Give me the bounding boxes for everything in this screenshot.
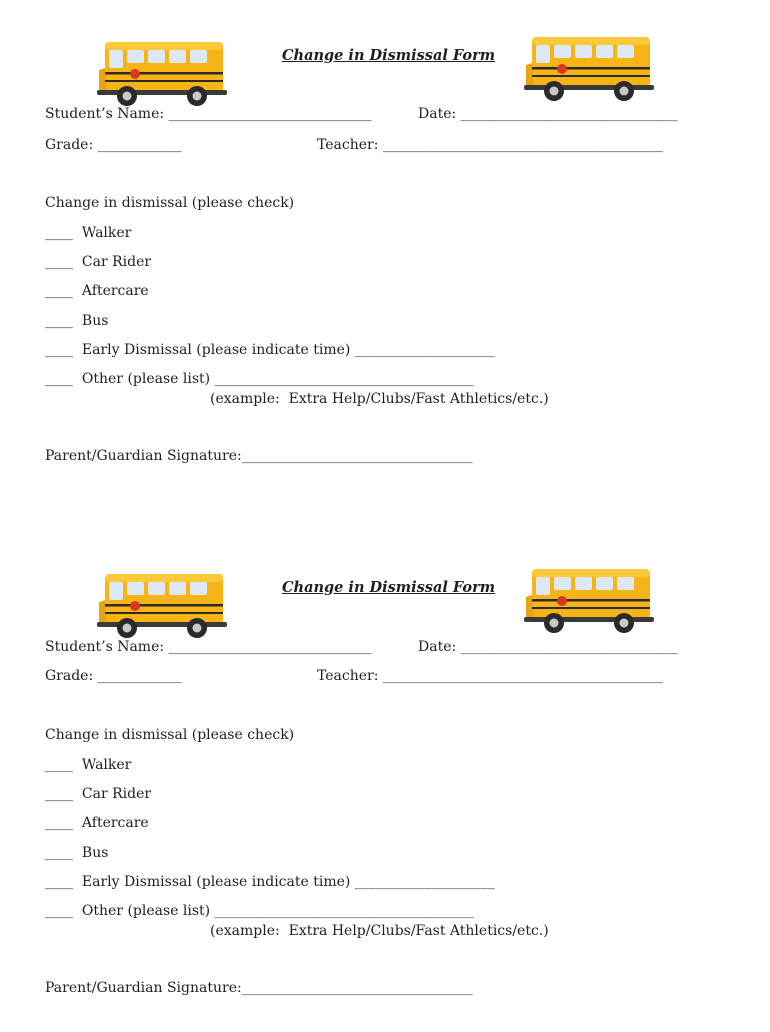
grade-field[interactable]: Grade: ____________ — [45, 668, 182, 684]
student-name-field[interactable]: Student’s Name: _____________________________ — [45, 106, 372, 122]
grade-field[interactable]: Grade: ____________ — [45, 137, 182, 153]
option-other[interactable]: ____ Other (please list) _____________________________________ — [45, 371, 474, 387]
school-bus-icon — [524, 563, 656, 635]
example-note: (example: Extra Help/Clubs/Fast Athletics/etc.) — [210, 923, 549, 939]
school-bus-icon — [524, 31, 656, 103]
section-heading: Change in dismissal (please check) — [45, 195, 295, 211]
date-field[interactable]: Date: _______________________________ — [418, 639, 678, 655]
form-title: Change in Dismissal Form — [282, 47, 496, 64]
option-early-dismissal[interactable]: ____ Early Dismissal (please indicate time) ____________________ — [45, 874, 495, 890]
example-note: (example: Extra Help/Clubs/Fast Athletics/etc.) — [210, 391, 549, 407]
option-early-dismissal[interactable]: ____ Early Dismissal (please indicate time) ____________________ — [45, 342, 495, 358]
option-car-rider[interactable]: ____ Car Rider — [45, 786, 152, 802]
signature-field[interactable]: Parent/Guardian Signature:_________________________________ — [45, 448, 473, 464]
student-name-field[interactable]: Student’s Name: _____________________________ — [45, 639, 372, 655]
signature-field[interactable]: Parent/Guardian Signature:_________________________________ — [45, 980, 473, 996]
teacher-field[interactable]: Teacher: ________________________________________ — [317, 137, 663, 153]
option-car-rider[interactable]: ____ Car Rider — [45, 254, 152, 270]
option-bus[interactable]: ____ Bus — [45, 845, 109, 861]
date-field[interactable]: Date: _______________________________ — [418, 106, 678, 122]
option-bus[interactable]: ____ Bus — [45, 313, 109, 329]
school-bus-icon — [97, 36, 229, 108]
form-title: Change in Dismissal Form — [282, 579, 496, 596]
teacher-field[interactable]: Teacher: ________________________________________ — [317, 668, 663, 684]
school-bus-icon — [97, 568, 229, 640]
option-aftercare[interactable]: ____ Aftercare — [45, 283, 149, 299]
section-heading: Change in dismissal (please check) — [45, 727, 295, 743]
option-walker[interactable]: ____ Walker — [45, 757, 132, 773]
dismissal-form-1 — [0, 0, 770, 500]
dismissal-form-2 — [0, 532, 770, 1032]
option-aftercare[interactable]: ____ Aftercare — [45, 815, 149, 831]
option-other[interactable]: ____ Other (please list) _____________________________________ — [45, 903, 474, 919]
option-walker[interactable]: ____ Walker — [45, 225, 132, 241]
